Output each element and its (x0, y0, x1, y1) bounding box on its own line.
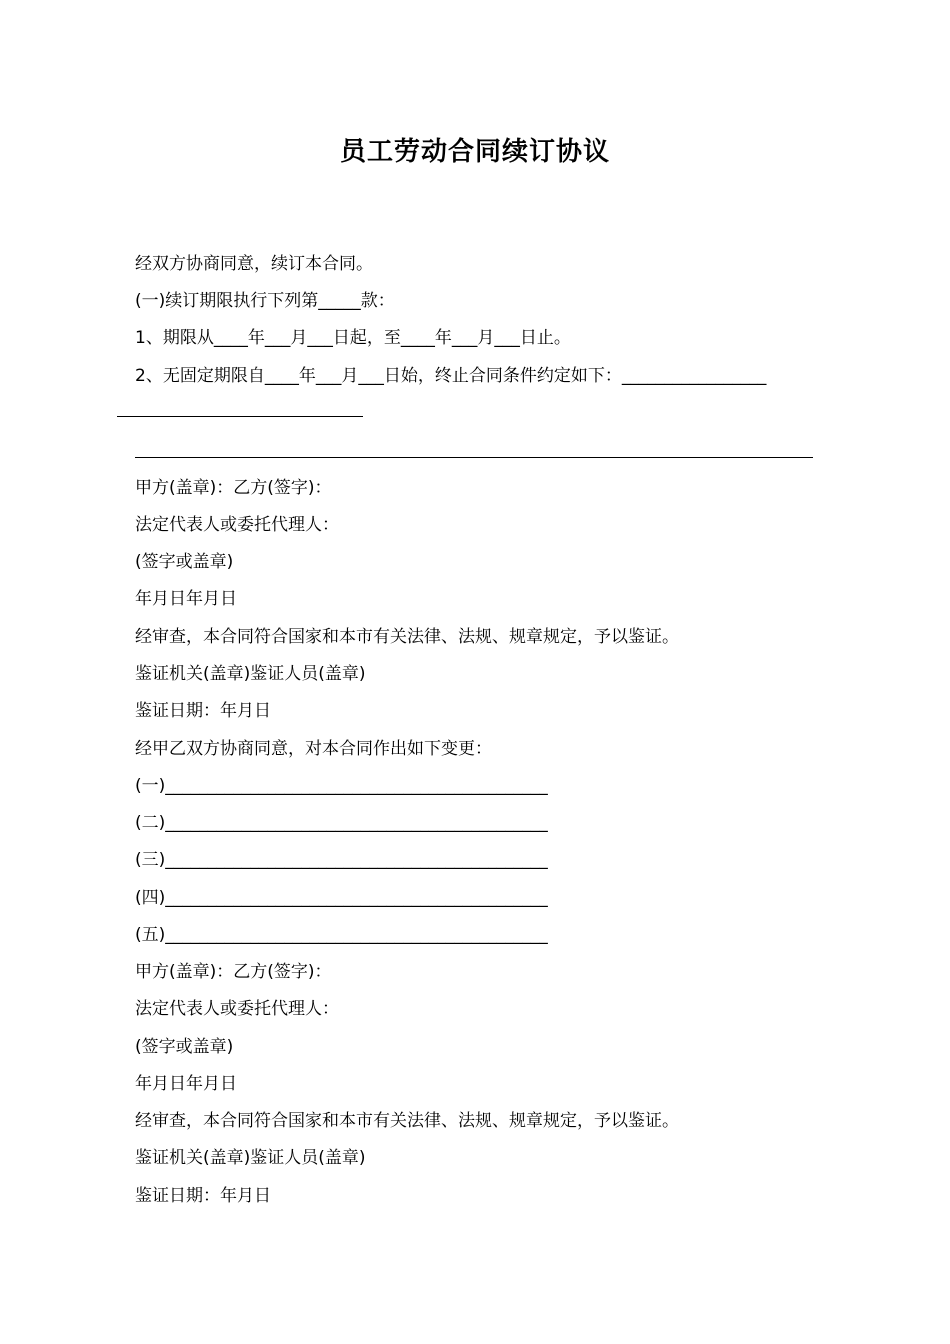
renewal-term-line: (一)续订期限执行下列第_____款： (135, 291, 395, 311)
intro-line: 经双方协商同意，续订本合同。 (135, 254, 373, 274)
verification-authority-line: 鉴证机关(盖章)鉴证人员(盖章) (135, 664, 366, 684)
date-line: 年月日年月日 (135, 589, 237, 609)
amendment-intro-line: 经甲乙双方协商同意，对本合同作出如下变更： (135, 739, 492, 759)
review-statement-line: 经审查，本合同符合国家和本市有关法律、法规、规章规定，予以鉴证。 (135, 627, 679, 647)
date-line-2: 年月日年月日 (135, 1074, 237, 1094)
party-signature-line-2: 甲方(盖章)：乙方(签字)： (135, 962, 332, 982)
review-statement-line-2: 经审查，本合同符合国家和本市有关法律、法规、规章规定，予以鉴证。 (135, 1111, 679, 1131)
amendment-item-2: (二)_____________________________________________ (135, 813, 548, 833)
amendment-item-5: (五)_____________________________________________ (135, 925, 548, 945)
term-option-1-line: 1、期限从____年___月___日起，至____年___月___日止。 (135, 328, 571, 348)
verification-date-line: 鉴证日期：年月日 (135, 701, 271, 721)
term-option-2-line: 2、无固定期限自____年___月___日始，终止合同条件约定如下：_________________ (135, 366, 767, 386)
representative-line: 法定代表人或委托代理人： (135, 515, 339, 535)
party-signature-line: 甲方(盖章)：乙方(签字)： (135, 478, 332, 498)
representative-line-2: 法定代表人或委托代理人： (135, 999, 339, 1019)
document-title: 员工劳动合同续订协议 (339, 137, 610, 167)
verification-authority-line-2: 鉴证机关(盖章)鉴证人员(盖章) (135, 1148, 366, 1168)
amendment-item-1: (一)_____________________________________________ (135, 776, 548, 796)
sign-or-seal-line: (签字或盖章) (135, 552, 234, 572)
amendment-item-4: (四)_____________________________________________ (135, 888, 548, 908)
amendment-item-3: (三)_____________________________________________ (135, 850, 548, 870)
blank-rule-2 (135, 457, 813, 458)
blank-rule-1 (117, 416, 363, 417)
verification-date-line-2: 鉴证日期：年月日 (135, 1186, 271, 1206)
sign-or-seal-line-2: (签字或盖章) (135, 1037, 234, 1057)
